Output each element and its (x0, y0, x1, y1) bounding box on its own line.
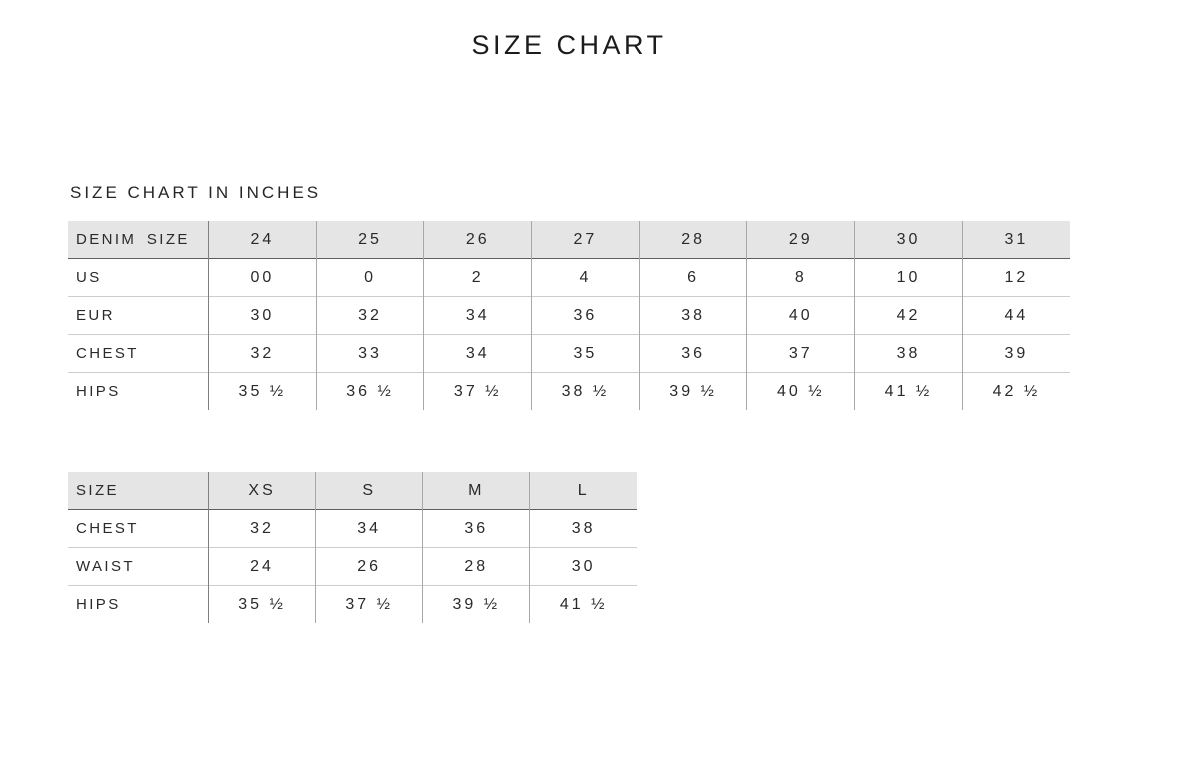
table-row (68, 335, 1070, 373)
table-row (68, 373, 1070, 411)
value-cell: 33 (316, 335, 424, 373)
value-cell: 28 (423, 548, 530, 586)
value-cell: 38 (530, 510, 637, 548)
value-cell: 42 (855, 297, 963, 335)
value-cell: 34 (424, 297, 532, 335)
value-cell: 30 (209, 297, 317, 335)
value-cell: 36 ½ (316, 373, 424, 411)
value-cell: 41 ½ (530, 586, 637, 624)
table-row (68, 510, 637, 548)
value-cell: 35 ½ (209, 586, 316, 624)
value-cell: 41 ½ (855, 373, 963, 411)
value-cell: 39 ½ (639, 373, 747, 411)
table-header-row (68, 472, 637, 510)
value-cell: 40 ½ (747, 373, 855, 411)
header-label-cell: DENIM SIZE (68, 221, 209, 259)
header-value-cell: 31 (962, 221, 1070, 259)
row-label-cell: HIPS (76, 383, 121, 400)
value-cell: 34 (424, 335, 532, 373)
value-cell: 32 (316, 297, 424, 335)
value-cell: 38 ½ (532, 373, 640, 411)
row-label-cell: EUR (76, 307, 115, 324)
value-cell: 42 ½ (962, 373, 1070, 411)
value-cell: 44 (962, 297, 1070, 335)
value-cell: 37 ½ (316, 586, 423, 624)
value-cell: 39 ½ (423, 586, 530, 624)
header-value-cell: 29 (747, 221, 855, 259)
header-value-cell: XS (209, 472, 316, 510)
row-label-cell: HIPS (76, 596, 121, 613)
section-heading: SIZE CHART IN INCHES (70, 183, 322, 202)
value-cell: 6 (639, 259, 747, 297)
row-label-cell: CHEST (76, 345, 139, 362)
header-value-cell: 30 (855, 221, 963, 259)
row-label-cell: CHEST (76, 520, 139, 537)
value-cell: 32 (209, 335, 317, 373)
header-value-cell: 27 (532, 221, 640, 259)
apparel-size-table (68, 472, 637, 623)
header-label-cell: SIZE (68, 472, 209, 510)
value-cell: 38 (855, 335, 963, 373)
value-cell: 37 ½ (424, 373, 532, 411)
table-row (68, 259, 1070, 297)
value-cell: 26 (316, 548, 423, 586)
value-cell: 36 (532, 297, 640, 335)
value-cell: 36 (639, 335, 747, 373)
value-cell: 10 (855, 259, 963, 297)
row-label-cell: WAIST (76, 558, 135, 575)
value-cell: 24 (209, 548, 316, 586)
value-cell: 30 (530, 548, 637, 586)
header-value-cell: 26 (424, 221, 532, 259)
row-label-cell: US (76, 269, 102, 286)
value-cell: 39 (962, 335, 1070, 373)
header-value-cell: S (316, 472, 423, 510)
header-value-cell: M (423, 472, 530, 510)
value-cell: 0 (316, 259, 424, 297)
value-cell: 38 (639, 297, 747, 335)
header-value-cell: 24 (209, 221, 317, 259)
table-header-row (68, 221, 1070, 259)
value-cell: 8 (747, 259, 855, 297)
table-row (68, 586, 637, 624)
table-row (68, 548, 637, 586)
table-row (68, 297, 1070, 335)
value-cell: 35 (532, 335, 640, 373)
value-cell: 32 (209, 510, 316, 548)
value-cell: 2 (424, 259, 532, 297)
page-title: SIZE CHART (471, 30, 667, 60)
header-value-cell: 28 (639, 221, 747, 259)
size-chart-page (68, 30, 1070, 623)
denim-size-table (68, 221, 1070, 410)
value-cell: 37 (747, 335, 855, 373)
value-cell: 12 (962, 259, 1070, 297)
header-value-cell: L (530, 472, 637, 510)
value-cell: 4 (532, 259, 640, 297)
value-cell: 00 (209, 259, 317, 297)
value-cell: 35 ½ (209, 373, 317, 411)
header-value-cell: 25 (316, 221, 424, 259)
value-cell: 36 (423, 510, 530, 548)
value-cell: 34 (316, 510, 423, 548)
value-cell: 40 (747, 297, 855, 335)
